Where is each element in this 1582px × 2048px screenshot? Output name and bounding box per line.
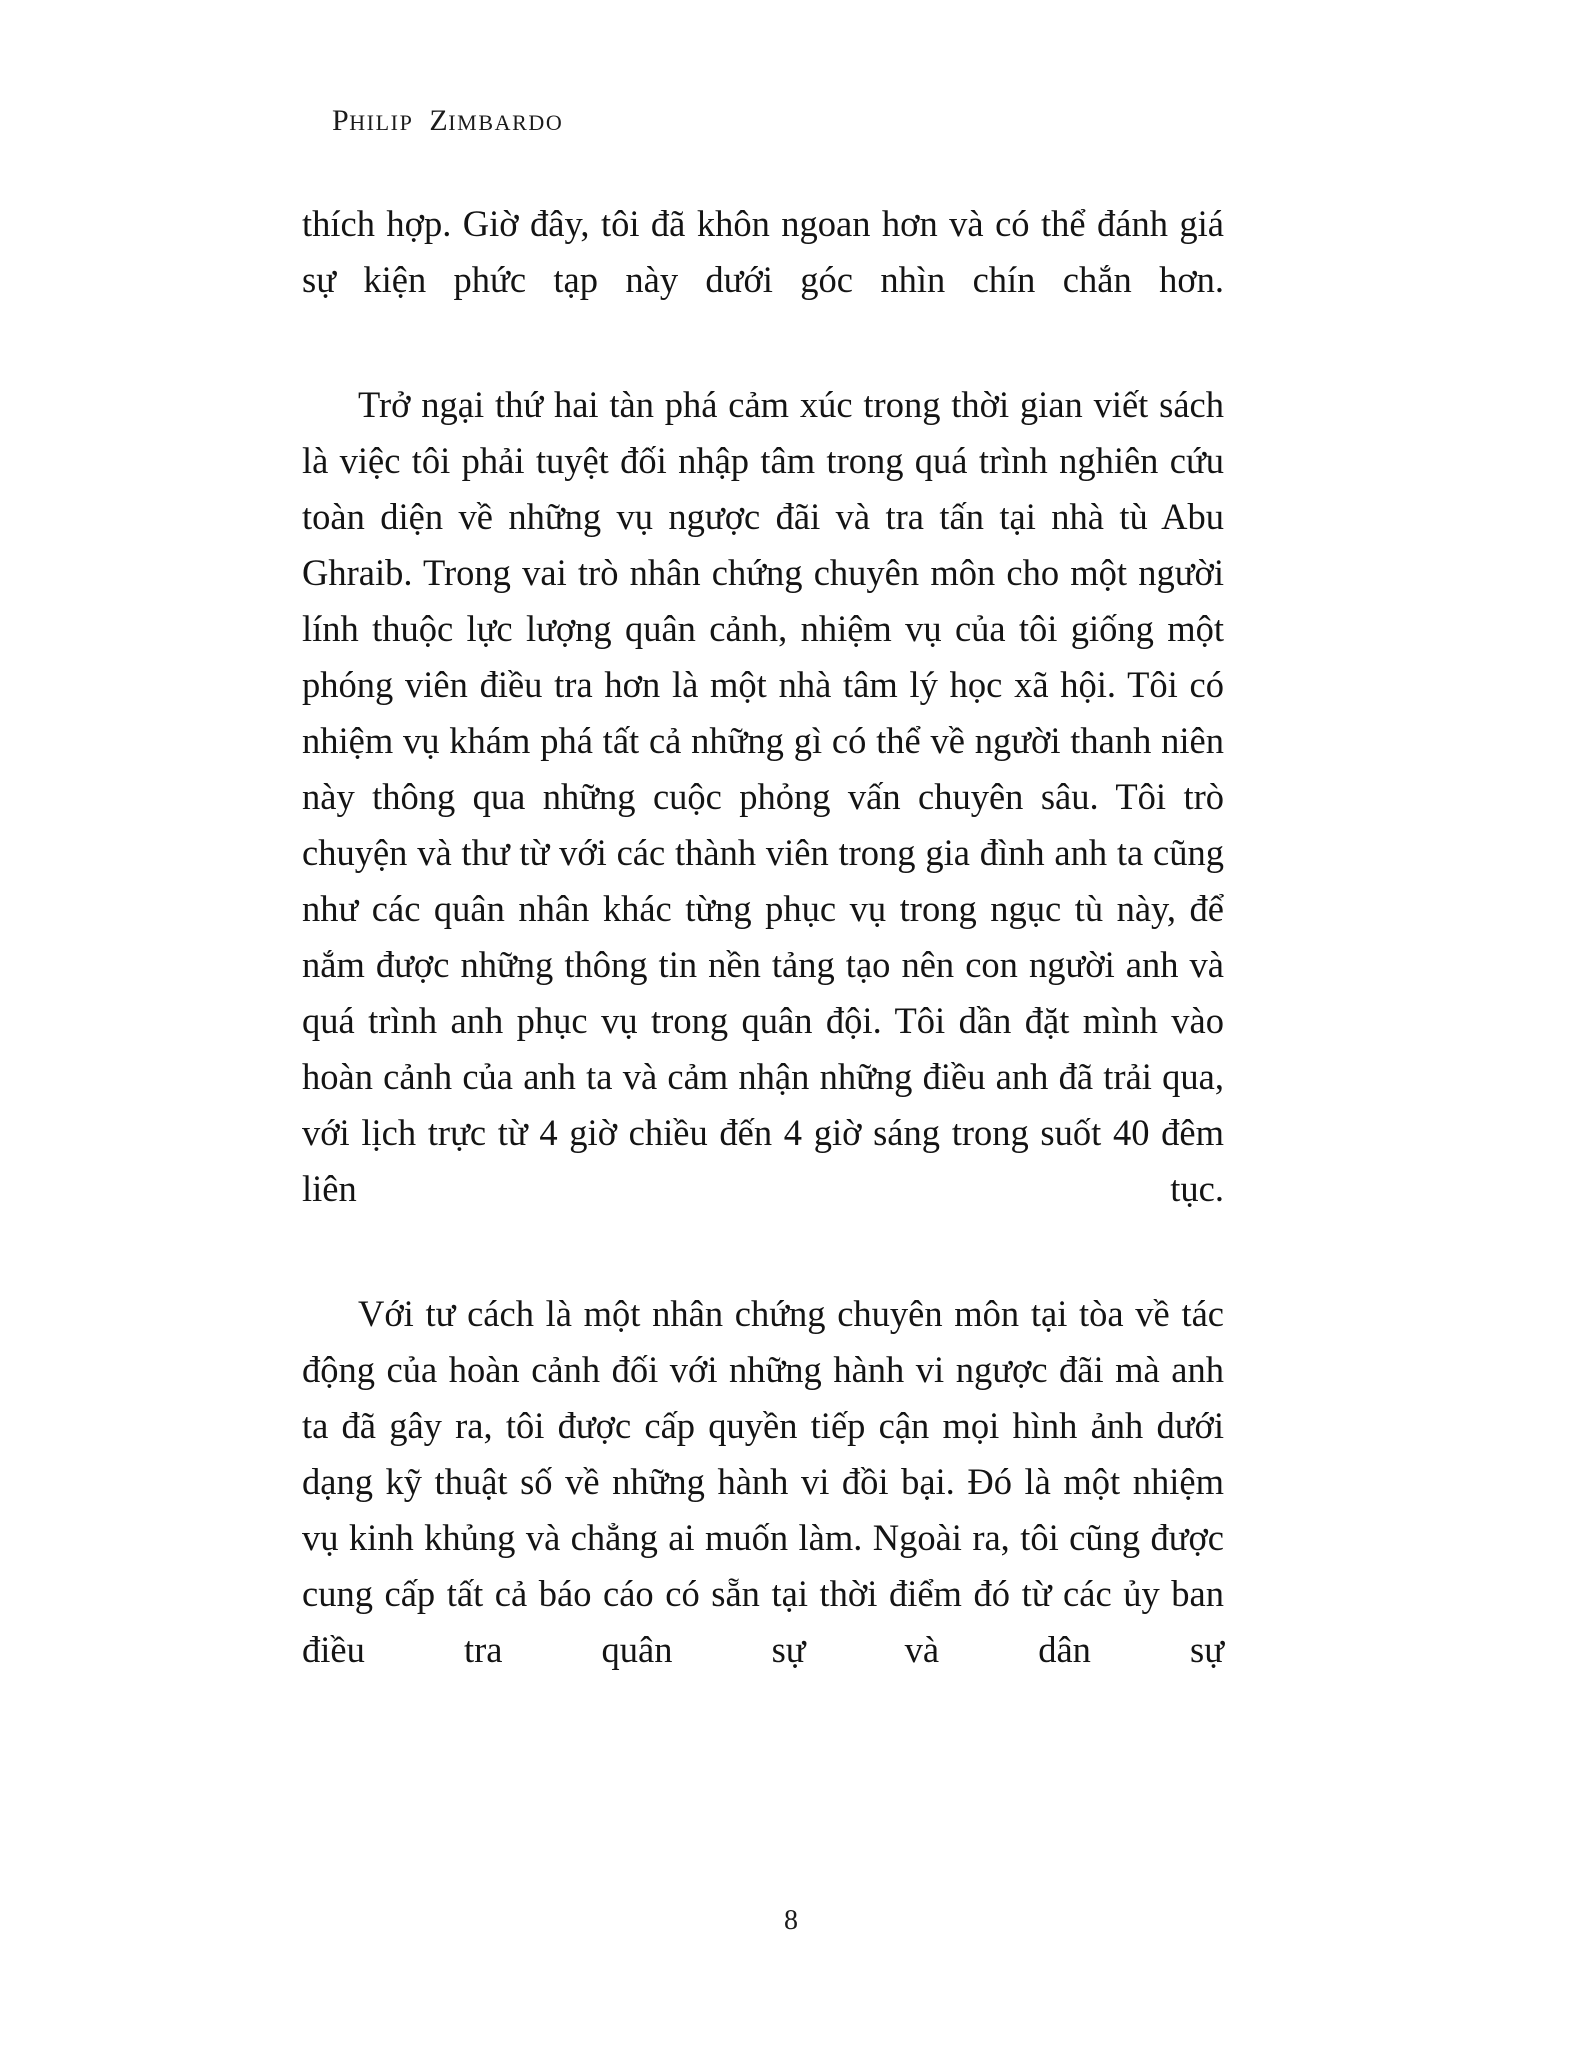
running-header [332, 104, 563, 138]
header-author-last-initial: Z [429, 104, 449, 137]
header-author-last-rest: IMBARDO [448, 110, 564, 135]
paragraph-2: Trở ngại thứ hai tàn phá cảm xúc trong thời gian viết sách là việc tôi phải tuyệt đối nhập tâm trong quá trình nghiên cứu toàn diện về những vụ ngược đãi và tra tấn tại nhà tù Abu Ghraib. Trong vai trò nhân chứng chuyên môn cho một người lính thuộc lực lượng quân cảnh, nhiệm vụ của tôi giống một phóng viên điều tra hơn là một nhà tâm lý học xã hội. Tôi có nhiệm vụ khám phá tất cả những gì có thể về người thanh niên này thông qua những cuộc phỏng vấn chuyên sâu. Tôi trò chuyện và thư từ với các thành viên trong gia đình anh ta cũng như các quân nhân khác từng phục vụ trong ngục tù này, để nắm được những thông tin nền tảng tạo nên con người anh và quá trình anh phục vụ trong quân đội. Tôi dần đặt mình vào hoàn cảnh của anh ta và cảm nhận những điều anh đã trải qua, với lịch trực từ 4 giờ chiều đến 4 giờ sáng trong suốt 40 đêm liên tục. [302, 384, 1224, 1209]
page-number: 8 [784, 1905, 798, 1936]
paragraph-3: Với tư cách là một nhân chứng chuyên môn tại tòa về tác động của hoàn cảnh đối với những hành vi ngược đãi mà anh ta đã gây ra, tôi được cấp quyền tiếp cận mọi hình ảnh dưới dạng kỹ thuật số về những hành vi đồi bại. Đó là một nhiệm vụ kinh khủng và chẳng ai muốn làm. Ngoài ra, tôi cũng được cung cấp tất cả báo cáo có sẵn tại thời điểm đó từ các ủy ban điều tra quân sự và dân sự [302, 1293, 1224, 1670]
body-text-block [302, 196, 1224, 1734]
paragraph-1: thích hợp. Giờ đây, tôi đã khôn ngoan hơn và có thể đánh giá sự kiện phức tạp này dưới góc nhìn chín chắn hơn. [302, 203, 1224, 300]
header-author-first-initial: P [332, 104, 350, 137]
header-author-first-rest: HILIP [349, 110, 414, 135]
